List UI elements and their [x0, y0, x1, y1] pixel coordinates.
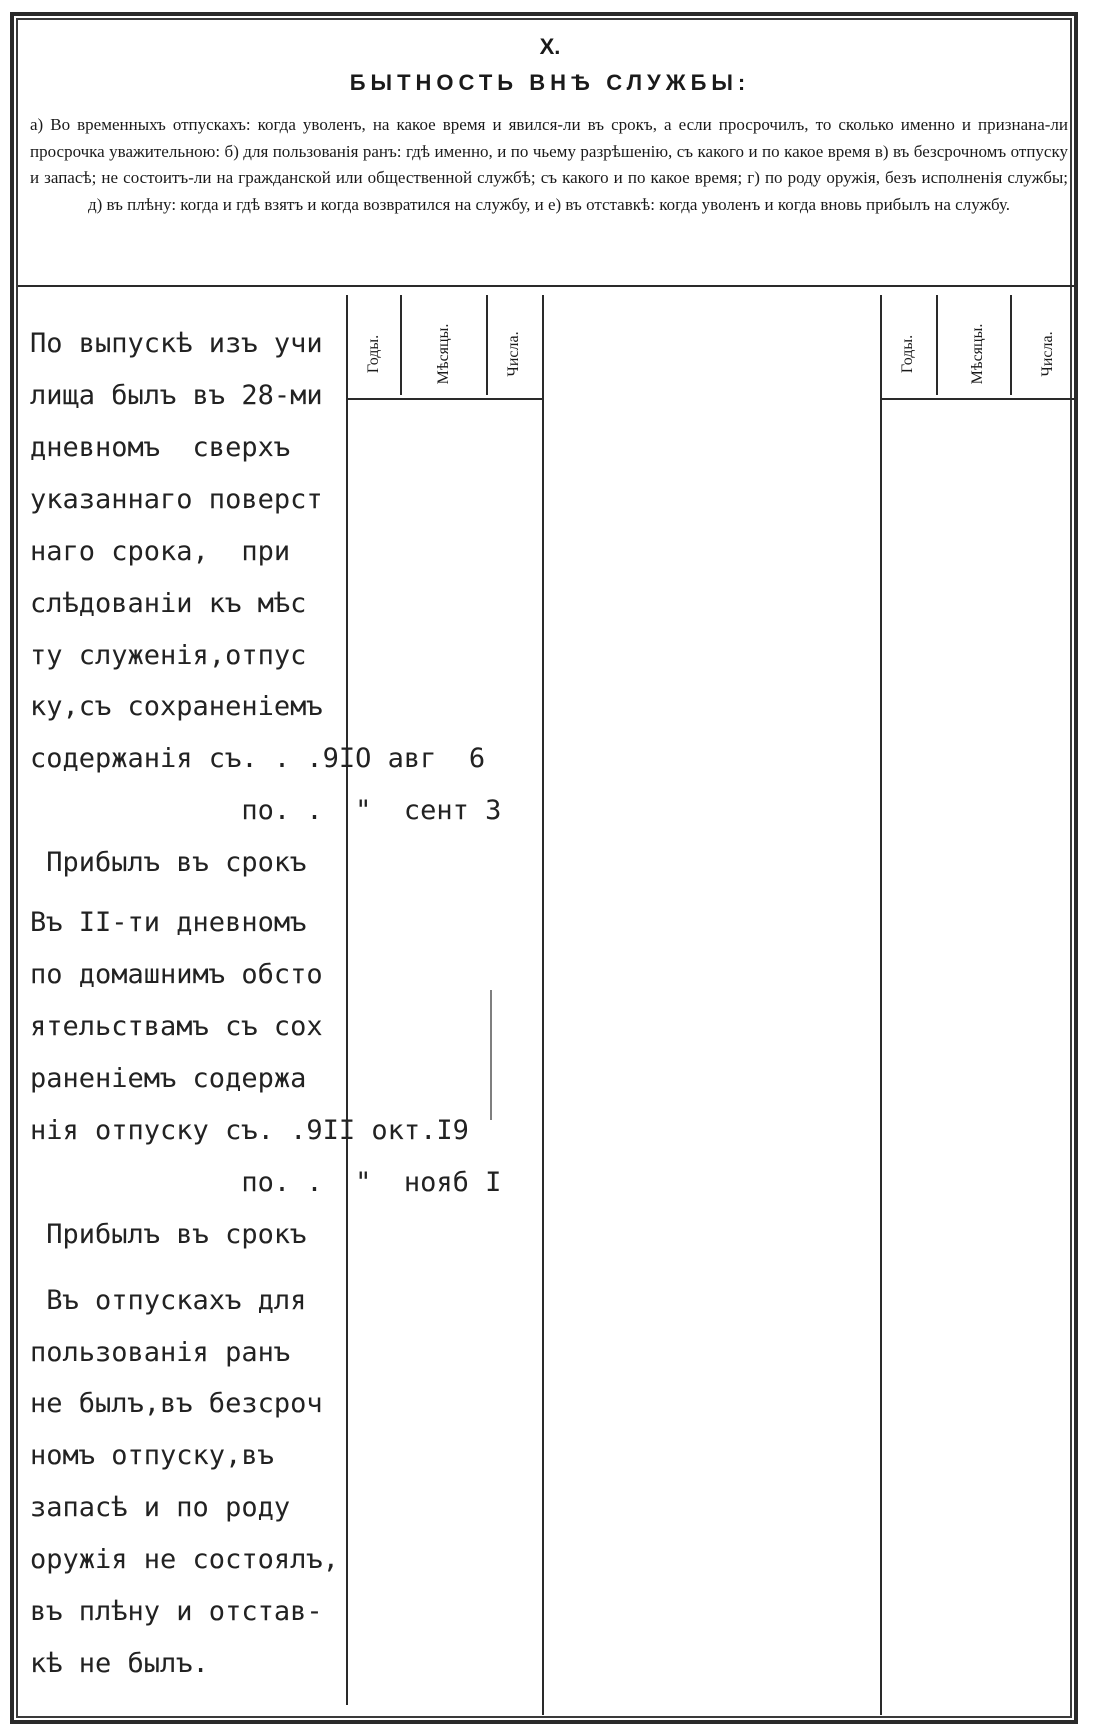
- typewritten-line: по. . " сент 3: [30, 795, 502, 827]
- right-years-header: Годы.: [899, 334, 916, 374]
- typewritten-line: Прибылъ въ срокъ: [30, 847, 307, 879]
- right-months-header: Мѣсяцы.: [969, 323, 986, 385]
- typewritten-line: оружія не состоялъ,: [30, 1544, 339, 1576]
- right-col-divider-months: [936, 295, 938, 395]
- typewritten-line: раненіемъ содержа: [30, 1062, 307, 1094]
- header-divider: [18, 285, 1076, 287]
- typewritten-line: дневномъ сверхъ: [30, 431, 291, 463]
- typewritten-line: По выпускѣ изъ учи: [30, 328, 323, 359]
- left-col-divider-text: [346, 295, 348, 1705]
- left-years-header: Годы.: [365, 334, 382, 374]
- typewritten-line: содержанія съ. . .9IО авг 6: [30, 743, 486, 775]
- typewritten-line: Прибылъ въ срокъ: [30, 1218, 307, 1250]
- section-number: X.: [539, 34, 561, 59]
- typewritten-line: пользованія ранъ: [30, 1336, 291, 1368]
- right-col-header-rule: [880, 398, 1076, 400]
- left-col-header-rule: [346, 398, 542, 400]
- typewritten-line: указаннаго поверст: [30, 483, 323, 515]
- typewritten-line: въ плѣну и отстав-: [30, 1596, 323, 1628]
- typewritten-line: ту служенія,отпус: [30, 639, 307, 671]
- right-col-divider-start: [880, 295, 882, 1715]
- typewritten-line: нія отпуску съ. .9II окт.I9: [30, 1114, 469, 1146]
- right-days-header: Числа.: [1039, 331, 1056, 377]
- typewritten-line: не былъ,въ безсроч: [30, 1388, 323, 1420]
- typewritten-line: ку,съ сохраненіемъ: [30, 691, 323, 723]
- typewritten-line: Въ отпускахъ для: [30, 1284, 307, 1316]
- left-col-divider-end: [542, 295, 544, 1715]
- left-col-divider-months: [400, 295, 402, 395]
- typewritten-line: номъ отпуску,въ: [30, 1440, 274, 1472]
- typewritten-line: кѣ не былъ.: [30, 1648, 209, 1680]
- typewritten-line: слѣдованіи къ мѣс: [30, 587, 307, 619]
- left-col-days-faint: [490, 990, 492, 1120]
- typewritten-line: по. . " нояб I: [30, 1166, 502, 1198]
- typewritten-line: запасѣ и по роду: [30, 1492, 291, 1524]
- left-months-header: Мѣсяцы.: [435, 323, 452, 385]
- left-days-header: Числа.: [505, 331, 522, 377]
- section-title: БЫТНОСТЬ ВНѢ СЛУЖБЫ:: [349, 70, 751, 95]
- typewritten-line: Въ II-ти дневномъ: [30, 907, 307, 939]
- typewritten-line: по домашнимъ обсто: [30, 959, 323, 991]
- left-col-divider-days: [486, 295, 488, 395]
- section-instructions: а) Во временныхъ отпускахъ: когда уволенъ, на какое время и явился-ли въ срокъ, а если просрочилъ, то сколько именно и признана-ли просрочка уважительною: б) для пользованія ранъ: гдѣ именно, и по чьему разрѣшенію, съ какого и по какое время в) въ безсрочномъ отпуску и запасѣ; не состоитъ-ли на гражданской или общественной службѣ; съ какого и по какое время; г) по роду оружія, безъ исполненія службы; д) въ плѣну: когда и гдѣ взятъ и когда возвратился на службу, и е) въ отставкѣ: когда уволенъ и когда вновь прибылъ на службу.: [30, 115, 1068, 214]
- typewritten-line: ятельствамъ съ сох: [30, 1011, 323, 1042]
- typewritten-line: наго срока, при: [30, 535, 291, 567]
- right-col-divider-days: [1010, 295, 1012, 395]
- typewritten-line: лища былъ въ 28-ми: [30, 379, 323, 411]
